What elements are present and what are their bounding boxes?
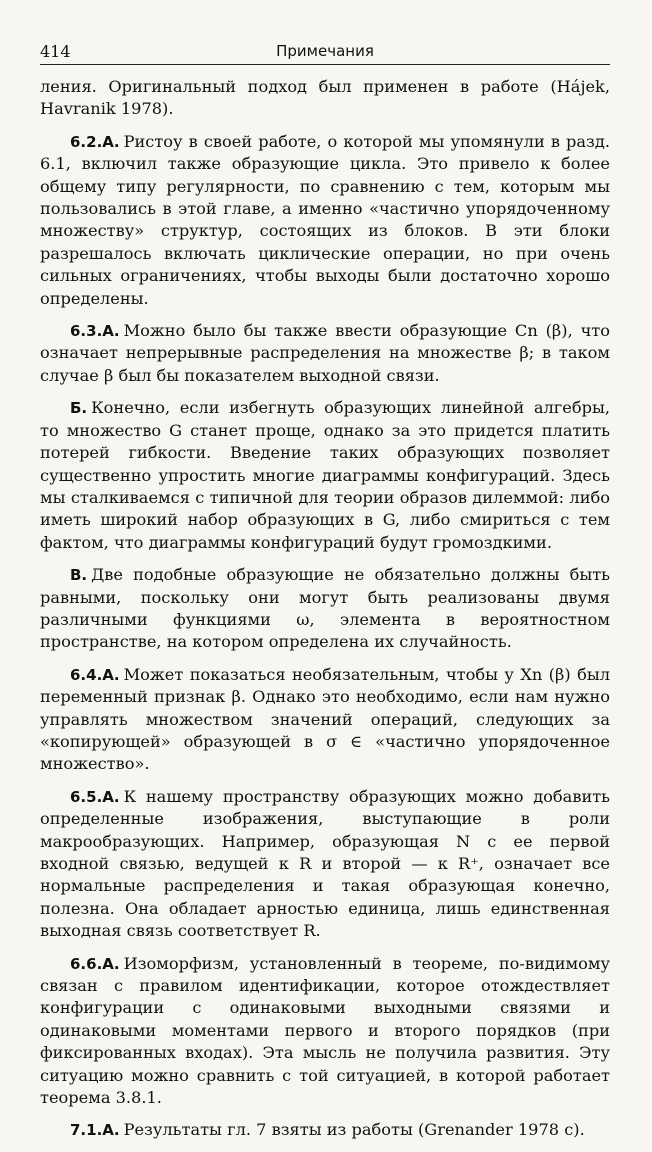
note-label: 6.2.А. (70, 132, 120, 151)
page-number: 414 (40, 42, 71, 61)
note-label: 6.6.А. (70, 954, 120, 973)
note-label: 6.5.А. (70, 787, 120, 806)
note-text: Конечно, если избегнуть образующих линейной алгебры, то множество G станет проще, однако за это придется платить потерей гибкости. Введение таких образующих позволяет существенно упростить многие диаграммы конфигураций. Здесь мы сталкиваемся с типичной для теории образов дилеммой: либо иметь широкий набор образующих в G, либо смириться с тем фактом, что диаграммы конфигураций будут громоздкими. (40, 398, 610, 552)
note-label: Б. (70, 399, 88, 418)
running-header (40, 42, 610, 65)
note-label: В. (70, 566, 88, 585)
note-text: Результаты гл. 7 взяты из работы (Grenander 1978 с). (123, 1120, 585, 1140)
note-label: 6.3.А. (70, 322, 120, 341)
page-body (40, 76, 610, 1152)
running-title: Примечания (276, 42, 374, 60)
note-6-5-a (40, 786, 610, 943)
note-b (40, 397, 610, 554)
note-6-4-a (40, 664, 610, 776)
paragraph-text: ления. Оригинальный подход был применен в работе (Hájek, Havranik 1978). (40, 77, 610, 119)
note-text: Может показаться необязательным, чтобы у Xn (β) был переменный признак β. Однако это необходимо, если нам нужно управлять множеством значений операций, следующих за «копирующей» образующей в σ ∈ «частично упорядоченное множество». (40, 664, 610, 774)
note-label: 6.4.А. (70, 665, 120, 684)
note-v (40, 564, 610, 654)
note-6-3-a (40, 320, 610, 387)
note-text: Две подобные образующие не обязательно должны быть равными, поскольку они могут быть реализованы двумя различными функциями ω, элемента в вероятностном пространстве, на котором определена их случайность. (40, 565, 610, 652)
note-7-1-a (40, 1119, 610, 1141)
note-text: Можно было бы также ввести образующие Cn (β), что означает непрерывные распределения на множестве β; в таком случае β был бы показателем выходной связи. (40, 321, 610, 385)
note-text: К нашему пространству образующих можно добавить определенные изображения, выступающие в роли макрообразующих. Например, образующая N с ее первой входной связью, ведущей к R и второй — к R⁺, означает все нормальные распределения и такая образующая конечно, полезна. Она обладает арностью единица, лишь единственная выходная связь соответствует R. (40, 786, 610, 941)
paragraph-continuation (40, 76, 610, 121)
note-text: Ристоу в своей работе, о которой мы упомянули в разд. 6.1, включил также образующие цикла. Это привело к более общему типу регулярности, по сравнению с тем, которым мы пользовались в этой главе, а именно «частично упорядоченному множеству» структур, состоящих из блоков. В эти блоки разрешалось включать циклические операции, но при очень сильных ограничениях, чтобы выходы были достаточно хорошо определены. (40, 131, 610, 308)
note-label: 7.1.А. (70, 1121, 120, 1140)
note-6-6-a (40, 953, 610, 1110)
note-text: Изоморфизм, установленный в теореме, по-видимому связан с правилом идентификации, которое отождествляет конфигурации с одинаковыми выходными связями и одинаковыми моментами первого и второго порядков (при фиксированных входах). Эта мысль не получила развития. Эту ситуацию можно сравнить с той ситуацией, в которой работает теорема 3.8.1. (40, 953, 610, 1108)
note-6-2-a (40, 131, 610, 310)
